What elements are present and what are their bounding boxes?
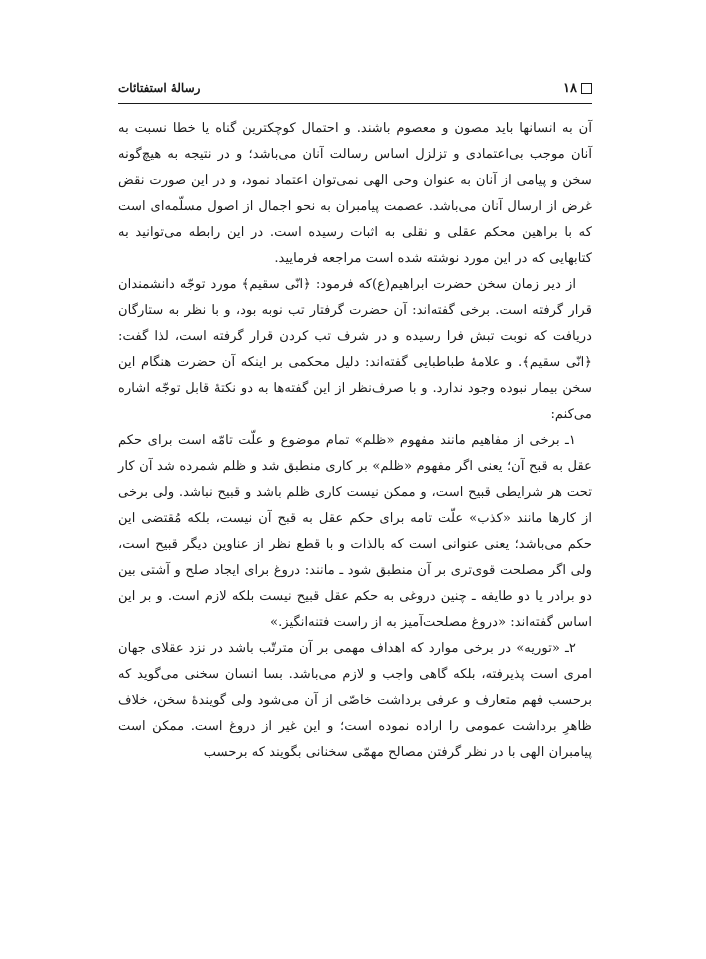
header-divider: [118, 103, 592, 104]
running-title: رسالهٔ استفتائات: [118, 81, 201, 95]
page-header: [118, 78, 592, 98]
paragraph: ۲ـ «توریه» در برخی موارد که اهداف مهمی بر آن مترتّب باشد در نزد عقلای جهان امری است پذیرفته، بلکه گاهی واجب و لازم می‌باشد. بسا انسان سخنی می‌گوید که برحسب فهم متعارف و عرفی برداشت خاصّی از آن می‌شود ولی گویندهٔ سخن، خلاف ظاهرِ برداشت عمومی را اراده نموده است؛ و این غیر از دروغ است. ممکن است پیامبران الهی با در نظر گرفتن مصالح مهمّی سخنانی بگویند که برحسب: [118, 641, 592, 760]
paragraph: ۱ـ برخی از مفاهیم مانند مفهوم «ظلم» تمام موضوع و علّت تامّه است برای حکم عقل به قبح آن؛ یعنی اگر مفهوم «ظلم» بر کاری منطبق شد و ظلم شمرده شد آن کار تحت هر شرایطی قبیح است، و ممکن نیست کاری ظلم باشد و قبیح نباشد. ولی برخی از کارها مانند «کذب» علّت تامه برای حکم عقل به قبح آن نیست، بلکه مُقتضی این حکم می‌باشد؛ یعنی عنوانی است که بالذات و با قطع نظر از عناوین دیگر قبیح است، ولی اگر مصلحت قوی‌تری بر آن منطبق شود ـ مانند: دروغ برای ایجاد صلح و آشتی بین دو برادر یا دو طایفه ـ چنین دروغی به حکم عقل قبیح نیست بلکه لازم است. و بر این اساس گفته‌اند: «دروغ مصلحت‌آمیز به از راست فتنه‌انگیز.»: [118, 433, 592, 630]
page-number: ۱۸: [563, 80, 577, 96]
square-marker-icon: [581, 83, 592, 94]
paragraph: از دیر زمان سخن حضرت ابراهیم(ع)که فرمود: ﴿انّی سقیم﴾ مورد توجّه دانشمندان قرار گرفته است. برخی گفته‌اند: آن حضرت گرفتار تب نوبه بود، و با نظر به ستارگان دریافت که نوبت تبش فرا رسیده و در شرف تب کردن قرار گرفته است، لذا گفت: ﴿انّی سقیم﴾. و علامهٔ طباطبایی گفته‌اند: دلیل محکمی بر اینکه آن حضرت هنگام این سخن بیمار نبوده وجود ندارد. و با صرف‌نظر از این گفته‌ها به دو نکتهٔ قابل توجّه اشاره می‌کنم:: [118, 277, 592, 422]
page-number-group: [563, 81, 592, 96]
body-text: [118, 116, 592, 766]
paragraph: آن به انسانها باید مصون و معصوم باشند. و احتمال کوچکترین گناه یا خطا نسبت به آنان موجب بی‌اعتمادی و تزلزل اساس رسالت آنان می‌باشد؛ و در نتیجه به هیچ‌گونه سخن و پیامی از آنان به عنوان وحی الهی نمی‌توان اعتماد نمود، و در این صورت نقض غرض از ارسال آنان می‌باشد. عصمت پیامبران به نحو اجمال از اصول مسلّمه‌ای است که با براهین محکم عقلی و نقلی به اثبات رسیده است. در این رابطه می‌توانید به کتابهایی که در این مورد نوشته شده است مراجعه فرمایید.: [118, 121, 592, 266]
